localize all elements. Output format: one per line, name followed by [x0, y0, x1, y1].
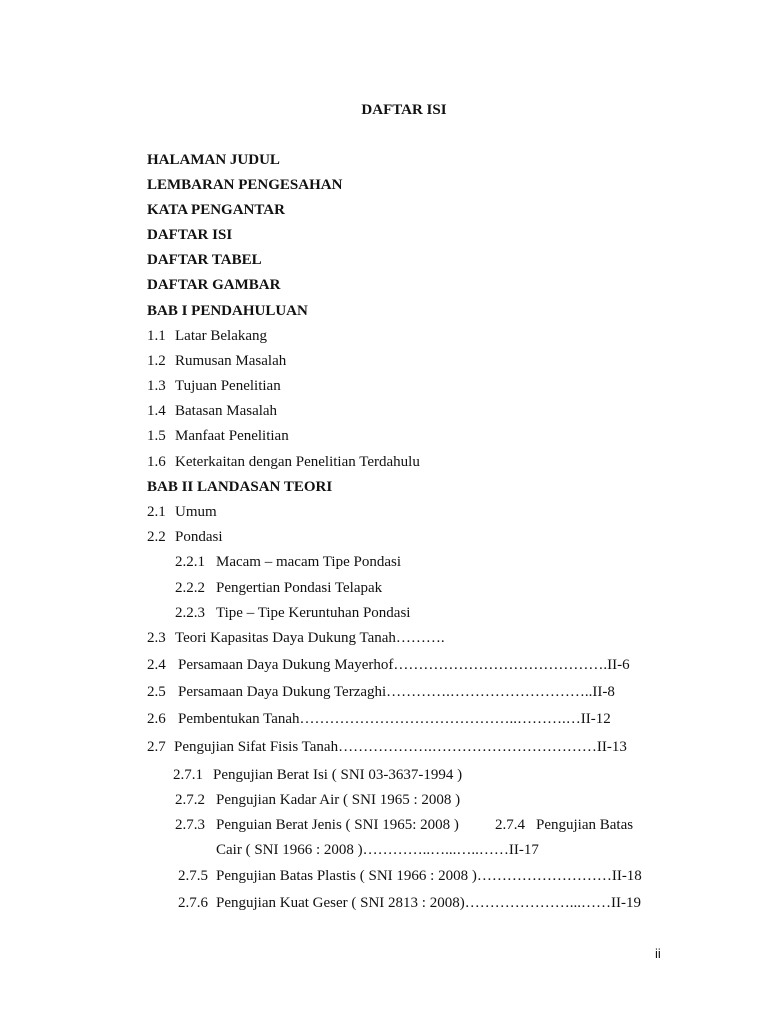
- toc-entry-number: 1.1: [147, 328, 166, 344]
- toc-entry-number: 1.4: [147, 403, 166, 419]
- toc-bab1-heading: BAB I PENDAHULUAN: [147, 303, 308, 319]
- toc-entry: [173, 766, 462, 784]
- toc-front-halaman-judul: HALAMAN JUDUL: [147, 152, 280, 168]
- toc-entry-number: 2.6: [147, 711, 166, 727]
- toc-entry-label: Pengujian Batas Plastis ( SNI 1966 : 2008 )………………………II-18: [216, 868, 642, 884]
- toc-entry: [147, 453, 420, 471]
- toc-entry-label: Pengujian Sifat Fisis Tanah……………….……………………………II-13: [174, 739, 627, 755]
- toc-entry: [147, 629, 445, 647]
- toc-entry-label: Persamaan Daya Dukung Terzaghi………….………………………..II-8: [178, 684, 615, 700]
- toc-entry-label: Cair ( SNI 1966 : 2008 )…………..…...…..……II-17: [216, 842, 539, 858]
- toc-entry-label: Persamaan Daya Dukung Mayerhof…………………………………….II-6: [178, 657, 630, 673]
- toc-entry-number: 2.5: [147, 684, 166, 700]
- toc-entry-number: 2.7.1: [173, 767, 203, 783]
- toc-entry: [147, 738, 627, 756]
- toc-entry-number: 2.7.3: [175, 817, 205, 833]
- toc-front-kata-pengantar: KATA PENGANTAR: [147, 202, 285, 218]
- toc-entry-number: 2.7.4: [495, 817, 525, 833]
- toc-entry-label: Pengertian Pondasi Telapak: [216, 580, 383, 596]
- toc-entry-number: 1.3: [147, 378, 166, 394]
- toc-entry: [147, 710, 611, 728]
- toc-entry-number: 2.2: [147, 529, 166, 545]
- toc-entry-number: 1.6: [147, 454, 166, 470]
- toc-entry-number: 2.3: [147, 630, 166, 646]
- toc-entry-number: 2.7.5: [178, 868, 208, 884]
- toc-entry-label: Keterkaitan dengan Penelitian Terdahulu: [175, 454, 420, 470]
- toc-entry: [175, 816, 459, 834]
- toc-entry: [178, 894, 641, 912]
- toc-entry-label: Penguian Berat Jenis ( SNI 1965: 2008 ): [216, 817, 459, 833]
- toc-entry: [147, 683, 615, 701]
- page-number: ii: [655, 946, 661, 961]
- toc-entry: [147, 656, 630, 674]
- toc-entry: [147, 402, 277, 420]
- toc-entry: [175, 604, 410, 622]
- toc-entry-number: 2.1: [147, 504, 166, 520]
- toc-entry-label: Pengujian Batas: [536, 817, 634, 833]
- toc-entry: [495, 816, 633, 834]
- toc-entry-label: Manfaat Penelitian: [175, 428, 289, 444]
- toc-entry-label: Latar Belakang: [175, 328, 268, 344]
- toc-entry-number: 1.2: [147, 353, 166, 369]
- toc-entry-number: 2.2.1: [175, 554, 205, 570]
- toc-entry-label: Pengujian Kadar Air ( SNI 1965 : 2008 ): [216, 792, 461, 808]
- toc-entry-label: Teori Kapasitas Daya Dukung Tanah……….: [175, 630, 445, 646]
- toc-bab2-heading: BAB II LANDASAN TEORI: [147, 479, 333, 495]
- toc-entry-label: Macam – macam Tipe Pondasi: [216, 554, 401, 570]
- toc-entry: [175, 579, 382, 597]
- toc-entry: [147, 503, 217, 521]
- toc-entry-number: 2.7.2: [175, 792, 205, 808]
- toc-entry: [147, 377, 281, 395]
- toc-entry: [147, 327, 267, 345]
- toc-entry-label: Pengujian Kuat Geser ( SNI 2813 : 2008)…………………...……II-19: [216, 895, 641, 911]
- toc-entry-label: Pondasi: [175, 529, 223, 545]
- toc-entry-label: Pembentukan Tanah……………………………………..……….…II-12: [178, 711, 611, 727]
- toc-entry-label: Batasan Masalah: [175, 403, 278, 419]
- toc-entry-label: Umum: [175, 504, 217, 520]
- toc-entry: [178, 867, 642, 885]
- toc-entry-label: Rumusan Masalah: [175, 353, 287, 369]
- toc-entry-number: 2.2.2: [175, 580, 205, 596]
- toc-front-daftar-isi: DAFTAR ISI: [147, 227, 233, 243]
- toc-entry: [175, 791, 460, 809]
- toc-entry: [175, 553, 401, 571]
- toc-entry-number: 2.7: [147, 739, 166, 755]
- toc-entry: [147, 528, 223, 546]
- toc-entry-label: Pengujian Berat Isi ( SNI 03-3637-1994 ): [213, 767, 463, 783]
- toc-entry-label: Tipe – Tipe Keruntuhan Pondasi: [216, 605, 411, 621]
- toc-entry-number: 1.5: [147, 428, 166, 444]
- toc-front-daftar-gambar: DAFTAR GAMBAR: [147, 277, 281, 293]
- toc-entry-label: Tujuan Penelitian: [175, 378, 281, 394]
- toc-entry: [147, 352, 286, 370]
- toc-entry-continuation: [216, 841, 539, 859]
- toc-entry: [147, 427, 289, 445]
- toc-front-daftar-tabel: DAFTAR TABEL: [147, 252, 262, 268]
- toc-entry-number: 2.4: [147, 657, 166, 673]
- toc-front-lembaran-pengesahan: LEMBARAN PENGESAHAN: [147, 177, 343, 193]
- toc-entry-number: 2.7.6: [178, 895, 208, 911]
- page-title: DAFTAR ISI: [361, 102, 447, 118]
- toc-entry-number: 2.2.3: [175, 605, 205, 621]
